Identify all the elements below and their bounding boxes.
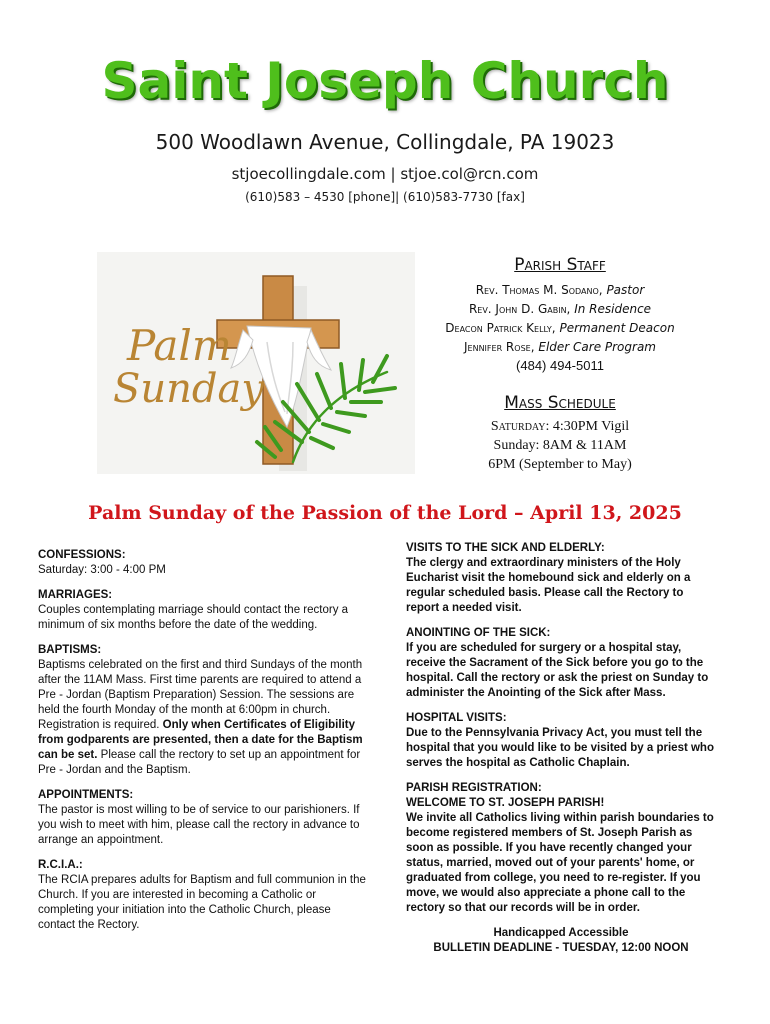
- registration-welcome: WELCOME TO ST. JOSEPH PARISH!: [406, 797, 605, 809]
- marriages-block: [38, 588, 368, 633]
- hospital-title: HOSPITAL VISITS:: [406, 712, 507, 724]
- baptisms-block: [38, 643, 368, 778]
- bulletin-deadline: BULLETIN DEADLINE - TUESDAY, 12:00 NOON: [433, 942, 689, 954]
- staff-role: Elder Care Program: [538, 340, 656, 354]
- mass-schedule-section: [430, 393, 690, 474]
- visits-title: VISITS TO THE SICK AND ELDERLY:: [406, 542, 605, 554]
- confessions-title: CONFESSIONS:: [38, 549, 126, 561]
- appointments-text: The pastor is most willing to be of service to our parishioners. If you wish to meet with him, please call the rectory in advance to arrange an appointment.: [38, 804, 360, 846]
- staff-name: Rev. John D. Gabin,: [468, 302, 571, 316]
- image-text-palm: Palm: [127, 321, 232, 370]
- left-column: [38, 548, 368, 943]
- staff-role: Permanent Deacon: [559, 321, 675, 335]
- hospital-text: Due to the Pennsylvania Privacy Act, you must tell the hospital that you would like to be visited by a priest who serves the hospital as Catholic Chaplain.: [406, 727, 714, 769]
- staff-member: [430, 319, 690, 338]
- staff-name: Deacon Patrick Kelly,: [445, 321, 556, 335]
- registration-block: [406, 781, 716, 916]
- mass-schedule-title: Mass Schedule: [504, 393, 616, 413]
- anointing-block: [406, 626, 716, 701]
- church-web-email: stjoecollingdale.com | stjoe.col@rcn.com: [231, 165, 539, 183]
- mass-time-text: 4:30PM Vigil: [552, 419, 630, 434]
- image-text-sunday: Sunday: [113, 366, 264, 412]
- anointing-title: ANOINTING OF THE SICK:: [406, 627, 551, 639]
- staff-phone: (484) 494-5011: [516, 358, 604, 373]
- mass-day-label: Saturday:: [490, 419, 550, 434]
- baptisms-text-bold: Only when Certificates of Eligibility from godparents are presented, then a date for the Baptism can be set.: [38, 719, 363, 761]
- appointments-title: APPOINTMENTS:: [38, 789, 134, 801]
- baptisms-text: [38, 658, 368, 778]
- church-name-title: Saint Joseph Church: [101, 52, 669, 110]
- baptisms-title: BAPTISMS:: [38, 644, 102, 656]
- visits-text: The clergy and extraordinary ministers of the Holy Eucharist visit the homebound sick and elderly on a regular scheduled basis. Please call the Rectory to report a needed visit.: [406, 557, 691, 614]
- confessions-text: Saturday: 3:00 - 4:00 PM: [38, 564, 166, 576]
- palm-sunday-image: [97, 252, 415, 474]
- staff-role: In Residence: [574, 302, 652, 316]
- mass-time: 6PM (September to May): [488, 457, 632, 472]
- church-address: 500 Woodlawn Avenue, Collingdale, PA 19023: [155, 130, 615, 154]
- marriages-text: Couples contemplating marriage should contact the rectory a minimum of six months before the date of the wedding.: [38, 604, 349, 631]
- staff-role: Pastor: [606, 283, 645, 297]
- staff-member: [430, 338, 690, 357]
- confessions-block: [38, 548, 368, 578]
- staff-member: [430, 300, 690, 319]
- hospital-block: [406, 711, 716, 771]
- registration-text: We invite all Catholics living within parish boundaries to become registered members of St. Joseph Parish as soon as possible. If you have recently changed your status, married, moved out of your parents' home, or graduated from college, you need to re-register. If you move, we would also appreciate a phone call to the rectory so that our records will be in order.: [406, 812, 714, 914]
- rcia-text: The RCIA prepares adults for Baptism and full communion in the Church. If you are interested in becoming a Catholic or completing your initiation into the Catholic Church, please contact the Rectory.: [38, 874, 366, 931]
- parish-staff-title: Parish Staff: [514, 255, 606, 275]
- right-column: [406, 541, 716, 956]
- staff-name: Jennifer Rose,: [463, 340, 535, 354]
- handicapped-accessible-note: Handicapped Accessible: [493, 927, 629, 939]
- rcia-block: [38, 858, 368, 933]
- parish-staff-section: [430, 255, 690, 374]
- anointing-text: If you are scheduled for surgery or a hospital stay, receive the Sacrament of the Sick before you go to the hospital. Call the rectory or ask the priest on Sunday to administer the Anointing of the Sick after Mass.: [406, 642, 709, 699]
- palm-sunday-illustration: [97, 252, 415, 474]
- church-phones: (610)583 – 4530 [phone]| (610)583-7730 [fax]: [245, 190, 525, 204]
- bulletin-headline: Palm Sunday of the Passion of the Lord – April 13, 2025: [88, 502, 682, 524]
- registration-title: PARISH REGISTRATION:: [406, 782, 542, 794]
- marriages-title: MARRIAGES:: [38, 589, 113, 601]
- mass-time: Sunday: 8AM & 11AM: [493, 438, 627, 453]
- visits-block: [406, 541, 716, 616]
- baptisms-text-main: Baptisms celebrated on the first and third Sundays of the month after the 11AM Mass. First time parents are required to attend a Pre - Jordan (Baptism Preparation) Session. The sessions are held the fourth Monday of the month at 6:00pm in church. Registration is required.: [38, 659, 363, 731]
- staff-name: Rev. Thomas M. Sodano,: [475, 283, 603, 297]
- appointments-block: [38, 788, 368, 848]
- rcia-title: R.C.I.A.:: [38, 859, 83, 871]
- mass-time: [430, 417, 690, 436]
- staff-member: [430, 281, 690, 300]
- baptisms-text-end: Please call the rectory to set up an appointment for Pre - Jordan and the Baptism.: [38, 749, 361, 776]
